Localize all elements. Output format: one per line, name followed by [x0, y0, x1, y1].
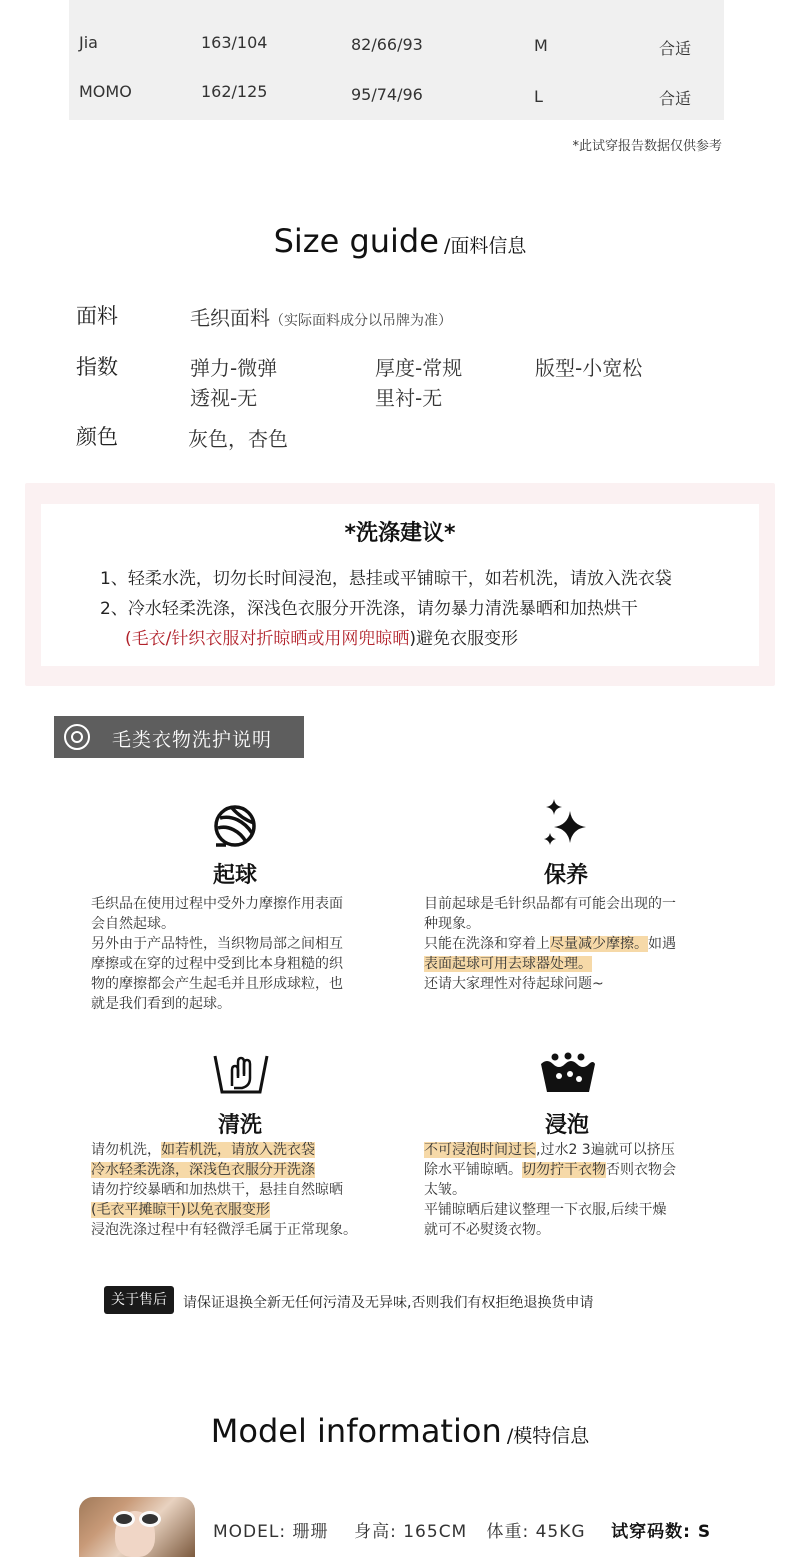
washing-line-3: [125, 624, 518, 649]
cell-fit: 合适: [659, 39, 692, 58]
care-header-text: 毛类衣物洗护说明: [112, 729, 273, 751]
fabric-value: [190, 302, 452, 331]
maintenance-highlight: 尽量减少摩擦。: [550, 936, 648, 952]
pilling-line: 就是我们看到的起球。: [91, 996, 231, 1012]
soaking-line: [424, 1140, 724, 1160]
soaking-line: [424, 1160, 724, 1180]
index-elasticity: 弹力-微弹: [190, 356, 278, 380]
cleaning-text: [91, 1140, 391, 1240]
model-info-title-cn: /模特信息: [506, 1425, 590, 1447]
maintenance-highlight: 表面起球可用去球器处理。: [424, 956, 592, 972]
soaking-line: 太皱。: [424, 1182, 466, 1198]
soaking-text-part: 否则衣物会: [606, 1162, 676, 1178]
sunglasses-icon: [139, 1511, 161, 1527]
cleaning-highlight: 如若机洗，请放入洗衣袋: [161, 1142, 315, 1158]
color-value: 灰色，杏色: [188, 427, 288, 451]
soaking-text: [424, 1140, 724, 1240]
sunglasses-icon: [113, 1511, 135, 1527]
model-avatar: [79, 1497, 195, 1557]
color-label: 颜色: [76, 425, 118, 449]
maintenance-text: [424, 894, 724, 994]
maintenance-text-part: 只能在洗涤和穿着上: [424, 936, 550, 952]
maintenance-text-part: 如遇: [648, 936, 676, 952]
cleaning-line: [91, 1160, 391, 1180]
size-guide-title: [0, 222, 800, 260]
hand-wash-icon: [212, 1050, 270, 1096]
index-transparency: 透视-无: [190, 386, 258, 410]
care-instructions-header: [54, 716, 304, 758]
maintenance-title: 保养: [543, 863, 588, 888]
pilling-text: [91, 894, 391, 1014]
model-info-title-en: Model information: [210, 1412, 502, 1450]
cleaning-text-part: 请勿机洗，: [91, 1142, 161, 1158]
model-weight: 体重: 45KG: [486, 1522, 586, 1542]
pilling-line: 摩擦或在穿的过程中受到比本身粗糙的织: [91, 956, 343, 972]
fit-report-table: [69, 0, 724, 120]
table-row-cropped: [69, 0, 724, 8]
cleaning-highlight: 冷水轻柔洗涤，深浅色衣服分开洗涤: [91, 1162, 315, 1178]
cell-name: MOMO: [79, 82, 132, 101]
cleaning-title: 清洗: [217, 1113, 262, 1138]
soaking-highlight: 切勿拧干衣物: [522, 1162, 606, 1178]
cleaning-line: 浸泡洗涤过程中有轻微浮毛属于正常现象。: [91, 1222, 357, 1238]
model-name: MODEL: 珊珊: [213, 1522, 329, 1542]
fit-report-note: *此试穿报告数据仅供参考: [572, 139, 722, 154]
washing-advice-title: *洗涤建议*: [344, 521, 456, 546]
after-sales-text: 请保证退换全新无任何污清及无异味,否则我们有权拒绝退换货申请: [183, 1295, 594, 1311]
index-fit: 版型-小宽松: [535, 356, 643, 380]
soaking-basin-icon: [539, 1052, 597, 1094]
index-thickness: 厚度-常规: [375, 356, 463, 380]
cell-size: L: [534, 87, 543, 106]
cleaning-line: [91, 1200, 391, 1220]
soaking-line: 就可不必熨烫衣物。: [424, 1222, 550, 1238]
index-label: 指数: [76, 355, 118, 379]
soaking-highlight: 不可浸泡时间过长: [424, 1142, 536, 1158]
cell-measurements: 95/74/96: [351, 85, 423, 104]
soaking-line: 平铺晾晒后建议整理一下衣服,后续干燥: [424, 1202, 667, 1218]
washing-line-2: 2、冷水轻柔洗涤，深浅色衣服分开洗涤，请勿暴力清洗暴晒和加热烘干: [100, 599, 638, 619]
fabric-note: （实际面料成分以吊牌为准）: [270, 313, 452, 329]
maintenance-line: 目前起球是毛针织品都有可能会出现的一: [424, 896, 676, 912]
fabric-value-text: 毛织面料: [190, 306, 270, 330]
cleaning-line: 请勿拧绞暴晒和加热烘干，悬挂自然晾晒: [91, 1182, 343, 1198]
cleaning-line: [91, 1140, 391, 1160]
cell-size: M: [534, 36, 548, 55]
after-sales-badge: 关于售后: [104, 1286, 174, 1314]
pilling-line: 毛织品在使用过程中受外力摩擦作用表面: [91, 896, 343, 912]
cell-fit: 合适: [659, 89, 692, 108]
pilling-line: 会自然起球。: [91, 916, 175, 932]
maintenance-line: [424, 934, 724, 954]
yarn-badge-icon: [64, 724, 90, 750]
soaking-text-part: 除水平铺晾晒。: [424, 1162, 522, 1178]
model-info-title: [0, 1412, 800, 1450]
washing-line-3-highlight: (毛衣/针织衣服对折晾晒或用网兜晾晒: [125, 629, 410, 649]
model-size: 试穿码数: S: [611, 1522, 712, 1542]
table-row: [69, 82, 724, 112]
pilling-title: 起球: [212, 863, 257, 888]
pilling-line: 另外由于产品特性，当织物局部之间相互: [91, 936, 343, 952]
soaking-text-part: ,过水2 3遍就可以挤压: [536, 1142, 675, 1158]
cleaning-highlight: (毛衣平摊晾干)以免衣服变形: [91, 1202, 270, 1218]
size-guide-title-en: Size guide: [273, 222, 439, 260]
cell-height-weight: 162/125: [201, 82, 268, 101]
pilling-line: 物的摩擦都会产生起毛并且形成球粒，也: [91, 976, 343, 992]
cell-name: Jia: [79, 33, 98, 52]
yarn-ball-icon: [212, 803, 258, 849]
washing-line-1: 1、轻柔水洗，切勿长时间浸泡，悬挂或平铺晾干，如若机洗，请放入洗衣袋: [100, 569, 672, 589]
maintenance-line: 还请大家理性对待起球问题~: [424, 976, 604, 992]
model-details: [213, 1517, 711, 1542]
fabric-label: 面料: [76, 304, 118, 328]
washing-line-3-rest: )避免衣服变形: [409, 629, 518, 649]
index-lining: 里衬-无: [375, 386, 443, 410]
sparkle-icon: [540, 797, 594, 851]
maintenance-line: [424, 954, 724, 974]
cell-measurements: 82/66/93: [351, 35, 423, 54]
model-height: 身高: 165CM: [354, 1522, 468, 1542]
soaking-title: 浸泡: [544, 1113, 589, 1138]
cell-height-weight: 163/104: [201, 33, 268, 52]
size-guide-title-cn: /面料信息: [444, 235, 527, 257]
table-row: [69, 33, 724, 63]
maintenance-line: 种现象。: [424, 916, 480, 932]
